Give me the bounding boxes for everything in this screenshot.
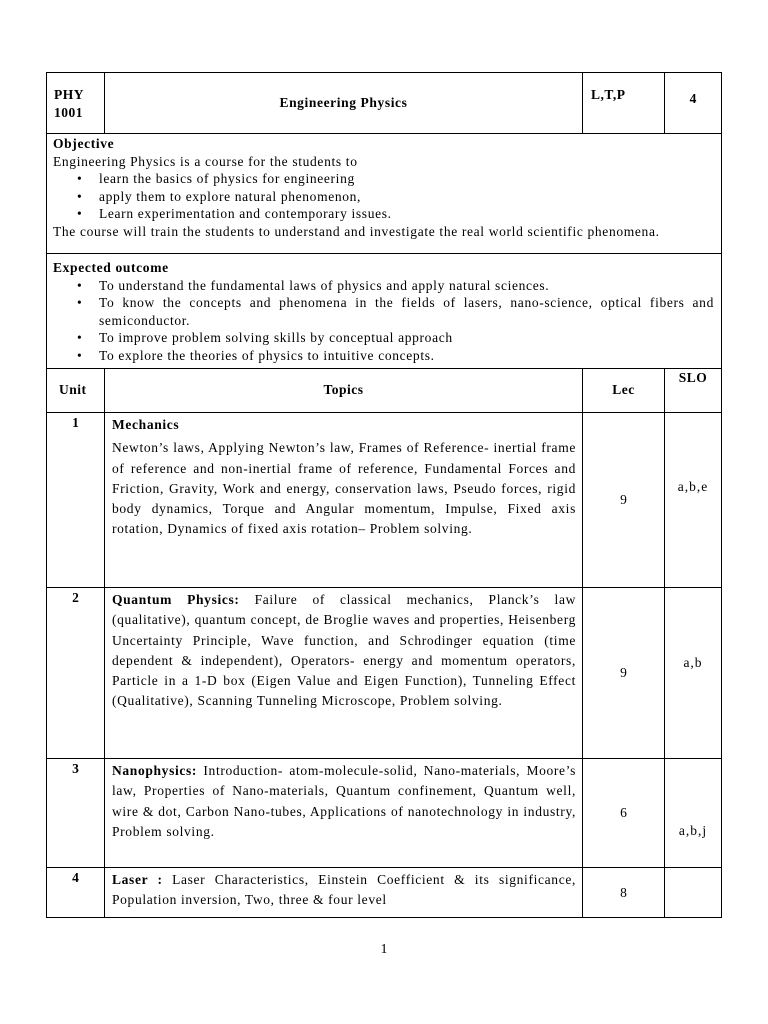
unit-slo: a,b,j bbox=[665, 759, 722, 868]
course-title: Engineering Physics bbox=[105, 73, 583, 134]
objective-intro: Engineering Physics is a course for the students to bbox=[53, 153, 358, 169]
outcome-heading: Expected outcome bbox=[53, 260, 169, 275]
unit-body: Newton’s laws, Applying Newton’s law, Frames of Reference- inertial frame of reference and non-inertial frame of reference, Fundamental Forces and Friction, Gravity, Work and energy, conservation laws, Pseudo forces, rigid body dynamics, Torque and Angular momentum, Impulse, Fixed axis rotation, Dynamics of fixed axis rotation– Problem solving. bbox=[112, 440, 576, 537]
objective-heading: Objective bbox=[53, 136, 115, 151]
unit-number: 3 bbox=[47, 759, 105, 868]
unit-name: Quantum Physics: bbox=[112, 592, 240, 607]
unit-number: 1 bbox=[47, 413, 105, 588]
objective-section bbox=[47, 134, 722, 254]
course-credits: 4 bbox=[665, 73, 722, 134]
objective-item: • apply them to explore natural phenomenon, bbox=[99, 188, 714, 206]
table-row bbox=[47, 759, 722, 868]
objective-list bbox=[53, 170, 714, 223]
unit-body: Failure of classical mechanics, Planck’s law (qualitative), quantum concept, de Broglie waves and properties, Heisenberg Uncertainty Principle, Wave function, and Schrodinger equation (time dependent & independent), Operators- energy and momentum operators, Particle in a 1-D box (Eigen Value and Eigen Function), Tunneling Effect (Qualitative), Scanning Tunneling Microscope, Problem solving. bbox=[112, 592, 576, 709]
unit-name: Nanophysics: bbox=[112, 763, 198, 778]
unit-slo bbox=[665, 868, 722, 918]
objective-closing: The course will train the students to understand and investigate the real world scientific phenomena. bbox=[53, 223, 660, 239]
outcome-item: • To know the concepts and phenomena in the fields of lasers, nano-science, optical fibers and semiconductor. bbox=[99, 294, 714, 329]
header-unit: Unit bbox=[47, 369, 105, 413]
outcome-item: • To understand the fundamental laws of physics and apply natural sciences. bbox=[99, 277, 714, 295]
unit-lectures: 9 bbox=[583, 588, 665, 759]
unit-name: Laser : bbox=[112, 872, 163, 887]
unit-number: 4 bbox=[47, 868, 105, 918]
objective-item: • Learn experimentation and contemporary issues. bbox=[99, 205, 714, 223]
table-row bbox=[47, 413, 722, 588]
unit-lectures: 8 bbox=[583, 868, 665, 918]
table-row bbox=[47, 588, 722, 759]
unit-topics bbox=[105, 588, 583, 759]
outcome-item: • To improve problem solving skills by conceptual approach bbox=[99, 329, 714, 347]
unit-body: Laser Characteristics, Einstein Coefficient & its significance, Population inversion, Two, three & four level bbox=[112, 872, 576, 908]
outcome-row bbox=[47, 254, 722, 369]
unit-lectures: 6 bbox=[583, 759, 665, 868]
objective-row bbox=[47, 134, 722, 254]
unit-name: Mechanics bbox=[112, 417, 180, 432]
unit-topics bbox=[105, 413, 583, 588]
header-slo: SLO bbox=[665, 369, 722, 413]
header-topics: Topics bbox=[105, 369, 583, 413]
unit-number: 2 bbox=[47, 588, 105, 759]
course-code-line2: 1001 bbox=[54, 105, 83, 120]
topics-header-row bbox=[47, 369, 722, 413]
syllabus-table bbox=[46, 72, 722, 918]
unit-slo: a,b bbox=[665, 588, 722, 759]
unit-topics bbox=[105, 868, 583, 918]
table-row bbox=[47, 868, 722, 918]
course-code bbox=[47, 73, 105, 134]
course-code-line1: PHY bbox=[54, 87, 84, 102]
page-number: 1 bbox=[380, 942, 388, 957]
outcome-section bbox=[47, 254, 722, 369]
outcome-list bbox=[53, 277, 714, 365]
ltp-label: L,T,P bbox=[583, 73, 665, 134]
course-header-row bbox=[47, 73, 722, 134]
unit-slo: a,b,e bbox=[665, 413, 722, 588]
unit-topics bbox=[105, 759, 583, 868]
unit-body: Introduction- atom-molecule-solid, Nano-materials, Moore’s law, Properties of Nano-materials, Quantum confinement, Quantum well, wire & dot, Carbon Nano-tubes, Applications of nanotechnology in industry, Problem solving. bbox=[112, 763, 576, 839]
unit-lectures: 9 bbox=[583, 413, 665, 588]
header-lec: Lec bbox=[583, 369, 665, 413]
objective-item: • learn the basics of physics for engineering bbox=[99, 170, 714, 188]
outcome-item: • To explore the theories of physics to intuitive concepts. bbox=[99, 347, 714, 365]
